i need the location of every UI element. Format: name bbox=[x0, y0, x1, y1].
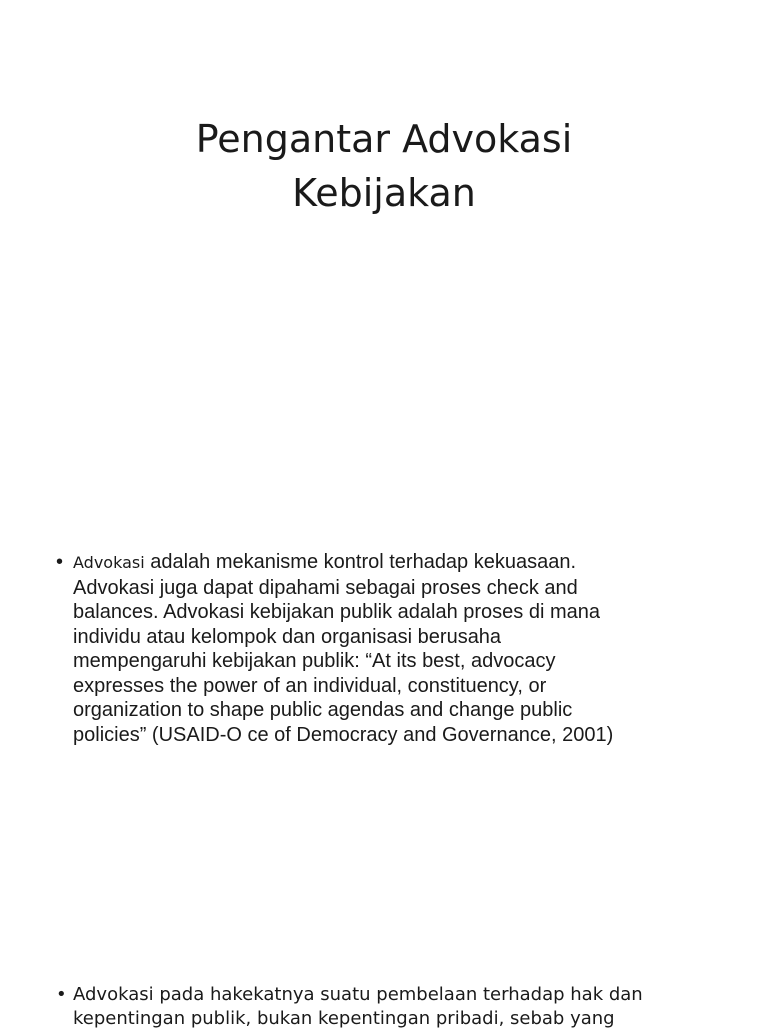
bullet-line bbox=[73, 550, 756, 576]
bullet-text bbox=[73, 550, 756, 747]
bullet-marker: • bbox=[56, 551, 64, 573]
bullet-line: Advokasi pada hakekatnya suatu pembelaan terhadap hak dan bbox=[73, 984, 643, 1005]
bullet-line: policies” (USAID-O ce of Democracy and Governance, 2001) bbox=[73, 723, 614, 746]
bullet-line: individu atau kelompok dan organisasi berusaha bbox=[73, 625, 502, 648]
bullet-line: Advokasi juga dapat dipahami sebagai proses check and bbox=[73, 576, 578, 599]
bullet-line: organization to shape public agendas and change public bbox=[73, 699, 573, 721]
bullet-advokasi-definition bbox=[56, 550, 756, 747]
bullet-line: kepentingan publik, bukan kepentingan pribadi, sebab yang bbox=[73, 1008, 615, 1029]
bullet-line: expresses the power of an individual, constituency, or bbox=[73, 674, 547, 697]
bullet-line-rest: adalah mekanisme kontrol terhadap kekuasaan. bbox=[144, 551, 577, 573]
slide-title-line-1: Pengantar Advokasi bbox=[195, 117, 573, 161]
slide-title-line-2: Kebijakan bbox=[292, 171, 476, 215]
slide-title bbox=[0, 112, 768, 220]
bullet-line: mempengaruhi kebijakan publik: “At its best, advocacy bbox=[73, 650, 556, 672]
bullet-marker: • bbox=[56, 984, 67, 1005]
bullet-lead-word: Advokasi bbox=[73, 553, 145, 572]
bullet-line: balances. Advokasi kebijakan publik adalah proses di mana bbox=[73, 601, 601, 623]
